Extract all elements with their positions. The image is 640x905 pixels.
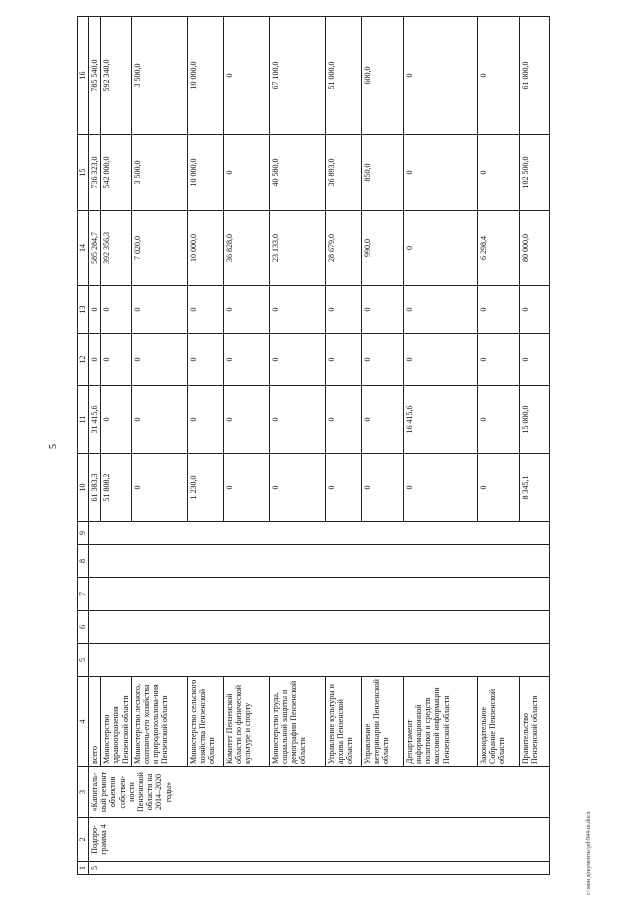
value-cell: 40 580,0 — [269, 135, 325, 211]
value-cell: 28 679,0 — [325, 211, 361, 286]
value-cell: 990,0 — [361, 211, 403, 286]
col-header: 9 — [78, 522, 89, 545]
value-cell: 0 — [89, 286, 101, 334]
row-number: 5 — [89, 862, 550, 875]
table-row — [89, 17, 101, 875]
value-cell: 1 230,0 — [187, 454, 223, 522]
value-cell: 0 — [519, 286, 549, 334]
value-cell: 850,0 — [361, 135, 403, 211]
value-cell: 0 — [131, 386, 187, 454]
value-cell: 0 — [361, 334, 403, 386]
col-header: 1 — [78, 862, 89, 875]
value-cell: 102 500,0 — [519, 135, 549, 211]
table-row — [187, 17, 223, 875]
col-header: 5 — [78, 644, 89, 677]
value-cell: 15 000,0 — [519, 386, 549, 454]
value-cell: 0 — [361, 454, 403, 522]
executor-cell: Министерство сельского хозяйства Пензенской области — [187, 677, 223, 767]
value-cell: 0 — [477, 386, 519, 454]
value-cell: 0 — [131, 334, 187, 386]
col-header: 16 — [78, 17, 89, 135]
value-cell: 6 298,4 — [477, 211, 519, 286]
value-cell: 0 — [223, 386, 269, 454]
value-cell: 16 415,6 — [403, 386, 477, 454]
value-cell: 542 000,0 — [101, 135, 132, 211]
table-row — [519, 17, 549, 875]
value-cell: 8 345,1 — [519, 454, 549, 522]
page-number: 5 — [48, 444, 59, 449]
value-cell: 0 — [477, 135, 519, 211]
empty-cell — [89, 522, 550, 545]
empty-cell — [89, 545, 550, 578]
value-cell: 0 — [269, 454, 325, 522]
col-header: 13 — [78, 286, 89, 334]
value-cell: 0 — [269, 334, 325, 386]
table-row — [361, 17, 403, 875]
value-cell: 0 — [101, 334, 132, 386]
executor-cell: Комитет Пензенской области по физической культуре и спорту — [223, 677, 269, 767]
value-cell: 0 — [131, 286, 187, 334]
value-cell: 61 383,3 — [89, 454, 101, 522]
value-cell: 0 — [325, 286, 361, 334]
value-cell: 0 — [187, 334, 223, 386]
budget-table-rotated — [77, 17, 622, 875]
value-cell: 0 — [477, 286, 519, 334]
value-cell: 0 — [403, 17, 477, 135]
value-cell: 36 828,0 — [223, 211, 269, 286]
col-header: 14 — [78, 211, 89, 286]
value-cell: 0 — [101, 386, 132, 454]
table-row — [101, 17, 132, 875]
col-header: 10 — [78, 454, 89, 522]
value-cell: 0 — [131, 454, 187, 522]
value-cell: 0 — [223, 135, 269, 211]
empty-cell — [89, 611, 550, 644]
value-cell: 0 — [403, 286, 477, 334]
executor-cell: Министерство лесного, охотничь-его хозяйства и природопользова-ния Пензенской области — [131, 677, 187, 767]
empty-cell — [89, 578, 550, 611]
col-header: 2 — [78, 818, 89, 862]
value-cell: 0 — [187, 386, 223, 454]
subprogram-cell: Подпро-грамма 4 — [89, 818, 550, 862]
col-header: 7 — [78, 578, 89, 611]
value-cell: 3 500,0 — [131, 135, 187, 211]
value-cell: 0 — [223, 454, 269, 522]
value-cell: 0 — [477, 334, 519, 386]
value-cell: 0 — [477, 454, 519, 522]
subprogram-title: «Капиталь-ный ремонт объектов собствен-ности Пензенской области на 2014–2020 годы» — [89, 767, 550, 818]
executor-cell: Министерство здравоохранения Пензенской области — [101, 677, 132, 767]
col-header: 8 — [78, 545, 89, 578]
value-cell: 0 — [223, 17, 269, 135]
value-cell: 51 808,2 — [101, 454, 132, 522]
value-cell: 80 000,0 — [519, 211, 549, 286]
col-header: 15 — [78, 135, 89, 211]
value-cell: 7 020,0 — [131, 211, 187, 286]
budget-table — [77, 16, 550, 875]
value-cell: 51 000,0 — [325, 17, 361, 135]
executor-cell: Департамент информационной политики и средств массовой информации Пензенской области — [403, 677, 477, 767]
value-cell: 585 284,7 — [89, 211, 101, 286]
value-cell: 10 000,0 — [187, 17, 223, 135]
col-header: 4 — [78, 677, 89, 767]
value-cell: 31 415,6 — [89, 386, 101, 454]
value-cell: 785 540,0 — [89, 17, 101, 135]
value-cell: 0 — [403, 135, 477, 211]
value-cell: 0 — [403, 334, 477, 386]
col-header: 6 — [78, 611, 89, 644]
table-row — [269, 17, 325, 875]
value-cell: 0 — [325, 386, 361, 454]
col-header: 12 — [78, 334, 89, 386]
executor-cell: Управление ветеринарии Пензенской области — [361, 677, 403, 767]
value-cell: 0 — [269, 286, 325, 334]
value-cell: 0 — [325, 334, 361, 386]
header-row — [78, 17, 89, 875]
empty-cell — [89, 644, 550, 677]
col-header: 11 — [78, 386, 89, 454]
executor-cell: Министерство труда, социальной защиты и демографии Пензенской области — [269, 677, 325, 767]
value-cell: 0 — [403, 454, 477, 522]
value-cell: 592 340,0 — [101, 17, 132, 135]
col-header: 3 — [78, 767, 89, 818]
table-row — [223, 17, 269, 875]
value-cell: 67 100,0 — [269, 17, 325, 135]
value-cell: 600,0 — [361, 17, 403, 135]
value-cell: 0 — [101, 286, 132, 334]
value-cell: 0 — [519, 334, 549, 386]
executor-cell: всего — [89, 677, 101, 767]
value-cell: 10 000,0 — [187, 211, 223, 286]
value-cell: 61 000,0 — [519, 17, 549, 135]
value-cell: 0 — [361, 386, 403, 454]
value-cell: 392 356,3 — [101, 211, 132, 286]
value-cell: 0 — [477, 17, 519, 135]
value-cell: 0 — [269, 386, 325, 454]
executor-cell: Правительство Пензенской области — [519, 677, 549, 767]
value-cell: 0 — [187, 286, 223, 334]
value-cell: 0 — [325, 454, 361, 522]
value-cell: 10 000,0 — [187, 135, 223, 211]
table-row — [325, 17, 361, 875]
file-path-footer: c:\мои документы\pd\944-ш.docx — [586, 811, 592, 895]
table-row — [131, 17, 187, 875]
value-cell: 3 500,0 — [131, 17, 187, 135]
value-cell: 736 323,0 — [89, 135, 101, 211]
value-cell: 36 893,0 — [325, 135, 361, 211]
table-row — [477, 17, 519, 875]
table-row — [403, 17, 477, 875]
value-cell: 0 — [361, 286, 403, 334]
value-cell: 23 133,0 — [269, 211, 325, 286]
value-cell: 0 — [223, 286, 269, 334]
value-cell: 0 — [223, 334, 269, 386]
executor-cell: Управление культуры и архива Пензенской области — [325, 677, 361, 767]
value-cell: 0 — [403, 211, 477, 286]
value-cell: 0 — [89, 334, 101, 386]
executor-cell: Законодательное Собрание Пензенской области — [477, 677, 519, 767]
